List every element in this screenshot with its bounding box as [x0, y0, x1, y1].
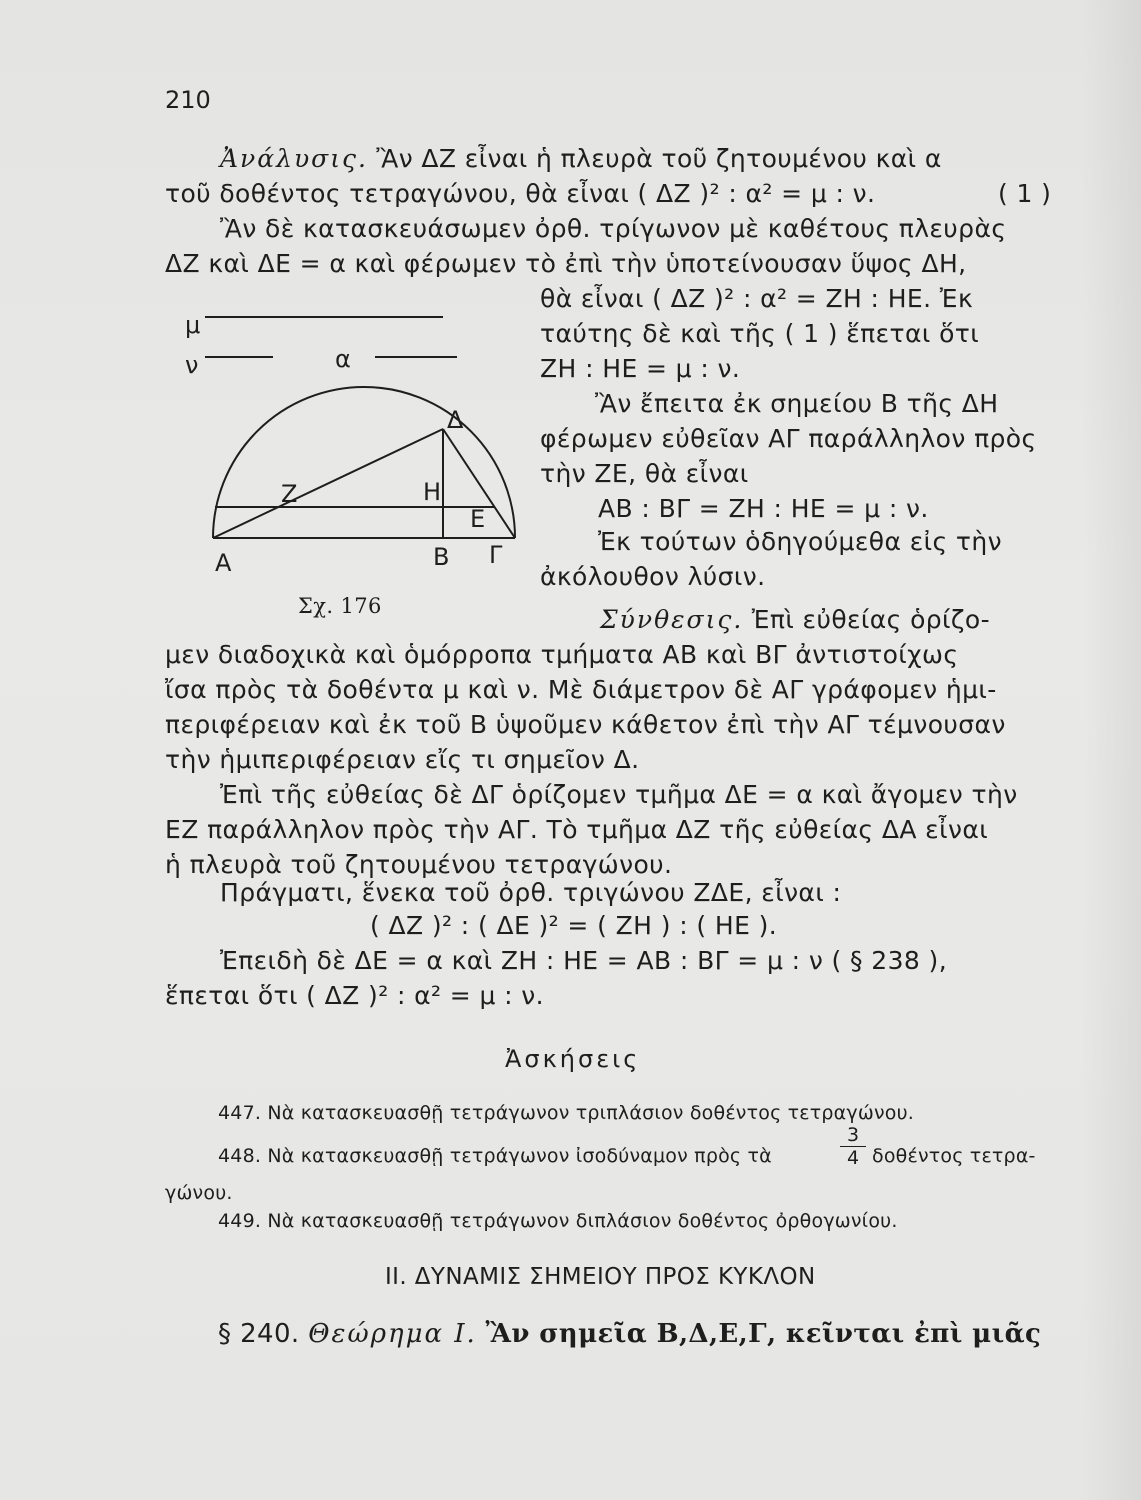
label-nu: ν: [185, 351, 199, 379]
label-point-E: Ε: [470, 505, 486, 533]
synthesis-line-10: ( ΔΖ )² : ( ΔΕ )² = ( ΖΗ ) : ( ΗΕ ).: [370, 911, 778, 940]
exercises-heading: Ἀσκήσεις: [505, 1045, 641, 1073]
page-edge-shadow: [1081, 0, 1141, 1500]
paragraph-number: § 240.: [218, 1319, 300, 1349]
label-mu: μ: [185, 311, 201, 339]
figure-caption: Σχ. 176: [298, 594, 382, 618]
label-alpha: α: [335, 345, 351, 373]
analysis-text-1: Ἂν ΔΖ εἶναι ἡ πλευρὰ τοῦ ζητουμένου καὶ α: [376, 144, 942, 173]
fraction-three-quarters: [838, 1124, 868, 1169]
analysis-line-13: ἀκόλουθον λύσιν.: [540, 562, 766, 591]
synthesis-label: Σύνθεσις.: [600, 605, 744, 634]
synthesis-line-7: ΕΖ παράλληλον πρὸς τὴν ΑΓ. Τὸ τμῆμα ΔΖ τῆς εὐθείας ΔΑ εἶναι: [165, 815, 989, 844]
exercise-449: 449. Νὰ κατασκευασθῇ τετράγωνον διπλάσιον δοθέντος ὀρθογωνίου.: [218, 1210, 898, 1232]
exercise-448-text-b: δοθέντος τετρα-: [872, 1145, 1036, 1167]
label-point-G: Γ: [489, 541, 503, 569]
label-point-B: Β: [433, 543, 450, 571]
analysis-line-11: ΑΒ : ΒΓ = ΖΗ : ΗΕ = μ : ν.: [598, 494, 929, 523]
analysis-line-1: [220, 143, 942, 175]
exercise-447: 447. Νὰ κατασκευασθῇ τετράγωνον τριπλάσιον δοθέντος τετραγώνου.: [218, 1102, 915, 1124]
section-title: ΙΙ. ΔΥΝΑΜΙΣ ΣΗΜΕΙΟΥ ΠΡΟΣ ΚΥΚΛΟΝ: [385, 1264, 816, 1290]
analysis-line-12: Ἐκ τούτων ὁδηγούμεθα εἰς τὴν: [598, 527, 1002, 556]
analysis-line-9: φέρωμεν εὐθεῖαν ΑΓ παράλληλον πρὸς: [540, 424, 1037, 453]
synthesis-line-8: ἡ πλευρὰ τοῦ ζητουμένου τετραγώνου.: [165, 850, 673, 879]
analysis-line-6: ταύτης δὲ καὶ τῆς ( 1 ) ἕπεται ὅτι: [540, 319, 980, 348]
theorem-text: Ἂν σημεῖα Β,Δ,Ε,Γ, κεῖνται ἐπὶ μιᾶς: [485, 1319, 1042, 1349]
analysis-label: Ἀνάλυσις.: [220, 144, 368, 173]
synthesis-line-4: περιφέρειαν καὶ ἐκ τοῦ Β ὑψοῦμεν κάθετον ἐπὶ τὴν ΑΓ τέμνουσαν: [165, 710, 1006, 739]
synthesis-line-12: ἕπεται ὅτι ( ΔΖ )² : α² = μ : ν.: [165, 981, 545, 1010]
fraction-numerator: 3: [846, 1124, 860, 1146]
geometry-figure: [185, 295, 530, 585]
exercise-448-text-c: γώνου.: [165, 1182, 233, 1204]
exercise-448-text-a: 448. Νὰ κατασκευασθῇ τετράγωνον ἰσοδύναμον πρὸς τὰ: [218, 1145, 772, 1167]
analysis-line-10: τὴν ΖΕ, θὰ εἶναι: [540, 459, 749, 488]
label-point-H: Η: [423, 478, 442, 506]
synthesis-line-3: ἴσα πρὸς τὰ δοθέντα μ καὶ ν. Μὲ διάμετρον δὲ ΑΓ γράφομεν ἡμι-: [165, 675, 997, 704]
analysis-line-4: ΔΖ καὶ ΔΕ = α καὶ φέρωμεν τὸ ἐπὶ τὴν ὑποτείνουσαν ὕψος ΔΗ,: [165, 249, 967, 278]
synthesis-text-1: Ἐπὶ εὐθείας ὁρίζο-: [751, 605, 991, 634]
page-number: 210: [165, 86, 211, 114]
synthesis-line-1: [600, 604, 990, 636]
equation-number-1: ( 1 ): [998, 179, 1052, 208]
fraction-denominator: 4: [846, 1147, 860, 1169]
analysis-line-8: Ἂν ἔπειτα ἐκ σημείου Β τῆς ΔΗ: [595, 389, 999, 418]
label-point-A: Α: [215, 549, 232, 577]
label-point-Z: Ζ: [281, 480, 298, 508]
theorem-line: [218, 1318, 1041, 1350]
synthesis-line-5: τὴν ἡμιπεριφέρειαν εἴς τι σημεῖον Δ.: [165, 745, 640, 774]
segment-AD: [213, 429, 443, 538]
analysis-line-5: θὰ εἶναι ( ΔΖ )² : α² = ΖΗ : ΗΕ. Ἐκ: [540, 284, 974, 313]
label-point-D: Δ: [447, 406, 464, 434]
synthesis-line-6: Ἐπὶ τῆς εὐθείας δὲ ΔΓ ὁρίζομεν τμῆμα ΔΕ = α καὶ ἄγομεν τὴν: [220, 780, 1018, 809]
synthesis-line-9: Πράγματι, ἕνεκα τοῦ ὀρθ. τριγώνου ΖΔΕ, εἶναι :: [220, 878, 842, 907]
analysis-line-2: τοῦ δοθέντος τετραγώνου, θὰ εἶναι ( ΔΖ )² : α² = μ : ν.: [165, 179, 876, 208]
synthesis-line-2: μεν διαδοχικὰ καὶ ὁμόρροπα τμήματα ΑΒ καὶ ΒΓ ἀντιστοίχως: [165, 640, 959, 669]
theorem-label: Θεώρημα Ι.: [308, 1319, 477, 1349]
analysis-line-3: Ἂν δὲ κατασκευάσωμεν ὀρθ. τρίγωνον μὲ καθέτους πλευρὰς: [220, 214, 1007, 243]
synthesis-line-11: Ἐπειδὴ δὲ ΔΕ = α καὶ ΖΗ : ΗΕ = ΑΒ : ΒΓ = μ : ν ( § 238 ),: [220, 946, 948, 975]
analysis-line-7: ΖΗ : ΗΕ = μ : ν.: [540, 354, 741, 383]
